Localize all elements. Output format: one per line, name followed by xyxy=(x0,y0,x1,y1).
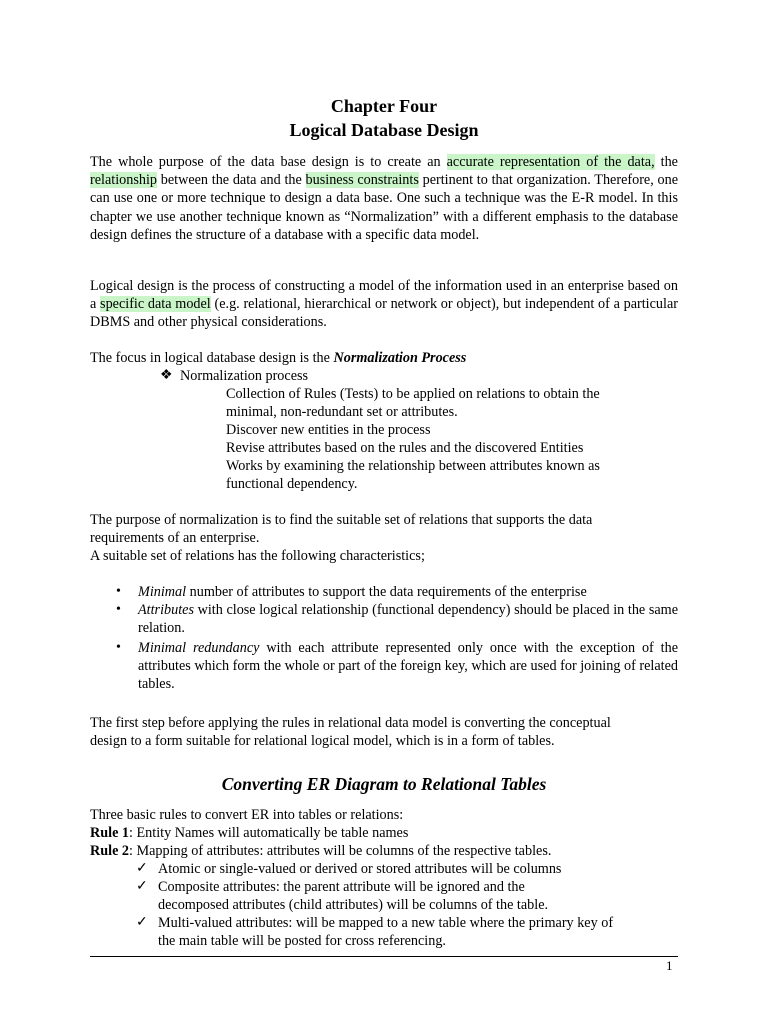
check-icon: ✓ xyxy=(136,879,148,894)
logical-design-paragraph: Logical design is the process of constructing a model of the information used in an enterprise based on a specific data model (e.g. relational, hierarchical or network or object), but independent of a particular DBMS and other physical considerations. xyxy=(90,278,678,331)
highlight-specific-data-model: specific data model xyxy=(100,296,211,313)
first-step-line-1: The first step before applying the rules in relational data model is converting the conceptual xyxy=(90,715,611,731)
check-item-2-line1: Composite attributes: the parent attribute will be ignored and the xyxy=(158,879,525,895)
purpose-line-3: A suitable set of relations has the following characteristics; xyxy=(90,548,425,564)
chapter-number: Chapter Four xyxy=(330,96,438,116)
norm-item-4-line1: Works by examining the relationship between attributes known as xyxy=(226,458,600,474)
purpose-line-2: requirements of an enterprise. xyxy=(90,530,260,546)
norm-item-1-line2: minimal, non-redundant set or attributes. xyxy=(226,404,458,420)
characteristic-redundancy: Minimal redundancy with each attribute represented only once with the exception of the attributes which form the whole or part of the foreign key, which are used for joining of related tables. xyxy=(138,640,678,693)
rule-2: Rule 2: Mapping of attributes: attributes will be columns of the respective tables. xyxy=(90,843,552,859)
check-item-3-line1: Multi-valued attributes: will be mapped to a new table where the primary key of xyxy=(158,915,614,931)
first-step-line-2: design to a form suitable for relational logical model, which is in a form of tables. xyxy=(90,733,555,749)
highlight-relationship: relationship xyxy=(90,172,157,189)
diamond-bullet-icon: ❖ xyxy=(160,368,173,383)
dot-bullet-icon: • xyxy=(116,584,121,599)
highlight-accurate-representation: accurate representation of the data, xyxy=(446,154,655,170)
check-item-3-line2: the main table will be posted for cross referencing. xyxy=(158,933,446,949)
dot-bullet-icon: • xyxy=(116,640,121,655)
norm-item-4-line2: functional dependency. xyxy=(226,476,358,492)
dot-bullet-icon: • xyxy=(116,602,121,617)
rule-1: Rule 1: Entity Names will automatically be table names xyxy=(90,825,409,841)
norm-item-1-line1: Collection of Rules (Tests) to be applied on relations to obtain the xyxy=(226,386,600,402)
purpose-line-1: The purpose of normalization is to find the suitable set of relations that supports the data xyxy=(90,512,593,528)
section-intro: Three basic rules to convert ER into tables or relations: xyxy=(90,807,404,823)
page-number: 1 xyxy=(666,958,673,973)
highlight-business-constraints: business constraints xyxy=(305,172,419,189)
norm-item-2: Discover new entities in the process xyxy=(226,422,431,438)
check-icon: ✓ xyxy=(136,861,148,876)
footer-rule xyxy=(90,956,678,957)
intro-paragraph: The whole purpose of the data base design is to create an accurate representation of the data, the relationship between the data and the business constraints pertinent to that organization. Therefore, one can use one or more technique to design a data base. One such a technique was the E-R model. In this chapter we use another technique known as “Normalization” with a different emphasis to the database design defines the structure of a database with a specific data model. xyxy=(90,154,678,243)
check-icon: ✓ xyxy=(136,915,148,930)
characteristic-attributes: Attributes with close logical relationship (functional dependency) should be placed in the same relation. xyxy=(138,602,678,637)
norm-item-3: Revise attributes based on the rules and the discovered Entities xyxy=(226,440,584,456)
check-item-1: Atomic or single-valued or derived or stored attributes will be columns xyxy=(158,861,562,877)
check-item-2-line2: decomposed attributes (child attributes) will be columns of the table. xyxy=(158,897,549,913)
focus-sentence: The focus in logical database design is the Normalization Process xyxy=(90,350,467,366)
section-title: Converting ER Diagram to Relational Tables xyxy=(221,774,547,794)
characteristic-minimal: Minimal number of attributes to support the data requirements of the enterprise xyxy=(138,584,587,600)
chapter-title: Logical Database Design xyxy=(289,120,479,140)
normalization-process-heading: Normalization process xyxy=(180,368,309,384)
